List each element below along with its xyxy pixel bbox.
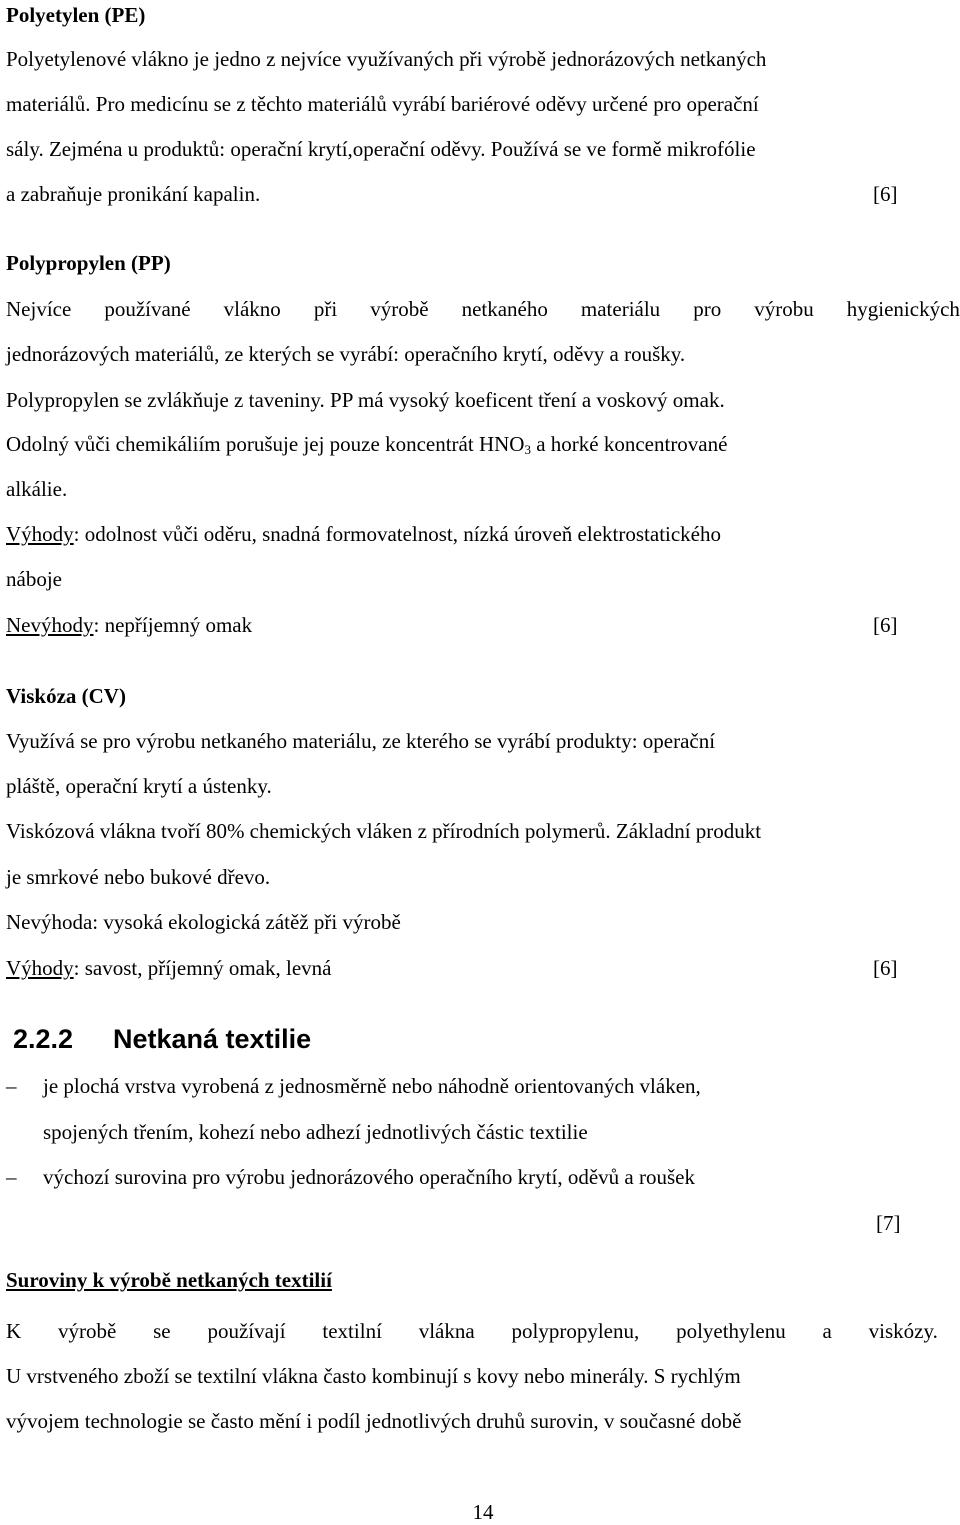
- list-dash: –: [6, 1074, 17, 1098]
- pe-line: materiálů. Pro medicínu se z těchto materiálů vyrábí bariérové oděvy určené pro operační: [6, 92, 759, 116]
- word: používají: [207, 1319, 286, 1343]
- word: hygienických: [846, 297, 960, 321]
- heading-polypropylen: Polypropylen (PP): [6, 251, 171, 275]
- pp-line4-after: a horké koncentrované: [530, 432, 728, 456]
- disadvantages-label: Nevýhody: [6, 613, 94, 637]
- page-number: 14: [472, 1500, 494, 1524]
- word: při: [313, 297, 338, 321]
- word: netkaného: [461, 297, 548, 321]
- word: vlákno: [223, 297, 281, 321]
- pp-advantages-cont: náboje: [6, 567, 62, 591]
- subscript-3: 3: [524, 442, 531, 457]
- word: pro: [693, 297, 722, 321]
- word: používané: [104, 297, 191, 321]
- cv-line: Využívá se pro výrobu netkaného materiálu, ze kterého se vyrábí produkty: operační: [6, 729, 716, 753]
- cv-line: pláště, operační krytí a ústenky.: [6, 774, 272, 798]
- pe-line: a zabraňuje pronikání kapalin.: [6, 182, 261, 206]
- word: polypropylenu,: [511, 1319, 640, 1343]
- pp-disadvantages: [6, 612, 252, 638]
- pp-advantages: [6, 521, 721, 547]
- section-title: Netkaná textilie: [113, 1024, 312, 1054]
- cv-line: Viskózová vlákna tvoří 80% chemických vláken z přírodních polymerů. Základní produkt: [6, 819, 762, 843]
- disadvantages-text: : nepříjemný omak: [93, 613, 253, 637]
- pp-line: alkálie.: [6, 477, 68, 501]
- section-heading-2-2-2: [13, 1022, 311, 1056]
- heading-polyetylen: Polyetylen (PE): [6, 3, 146, 27]
- word: a: [822, 1319, 832, 1343]
- pp-line: [6, 296, 960, 322]
- word: výrobě: [370, 297, 429, 321]
- cv-advantages: [6, 955, 331, 981]
- heading-viskoza: Viskóza (CV): [6, 684, 126, 708]
- advantages-label: Výhody: [6, 956, 74, 980]
- word: polyethylenu: [676, 1319, 786, 1343]
- pp-line-hno3: [6, 431, 727, 463]
- list-item-line: je plochá vrstva vyrobená z jednosměrně nebo náhodně orientovaných vláken,: [43, 1074, 701, 1098]
- word: viskózy.: [868, 1319, 938, 1343]
- pp-line: jednorázových materiálů, ze kterých se vyrábí: operačního krytí, oděvy a roušky.: [6, 342, 686, 366]
- pp-line: Polypropylen se zvlákňuje z taveniny. PP má vysoký koeficent tření a voskový omak.: [6, 388, 725, 412]
- word: K: [6, 1319, 22, 1343]
- advantages-label: Výhody: [6, 522, 74, 546]
- advantages-text: : savost, příjemný omak, levná: [73, 956, 332, 980]
- heading-suroviny: Suroviny k výrobě netkaných textilií: [6, 1268, 332, 1292]
- suroviny-line: [6, 1318, 938, 1344]
- citation-ref: [7]: [876, 1211, 901, 1235]
- cv-line: Nevýhoda: vysoká ekologická zátěž při výrobě: [6, 910, 401, 934]
- suroviny-line: U vrstveného zboží se textilní vlákna často kombinují s kovy nebo minerály. S rychlým: [6, 1364, 741, 1388]
- word: vlákna: [418, 1319, 475, 1343]
- word: výrobu: [754, 297, 814, 321]
- list-item-line: výchozí surovina pro výrobu jednorázového operačního krytí, oděvů a roušek: [43, 1165, 695, 1189]
- word: se: [153, 1319, 171, 1343]
- suroviny-line: vývojem technologie se často mění i podíl jednotlivých druhů surovin, v současné době: [6, 1409, 742, 1433]
- word: textilní: [322, 1319, 382, 1343]
- word: Nejvíce: [6, 297, 72, 321]
- list-item-line: spojených třením, kohezí nebo adhezí jednotlivých částic textilie: [43, 1120, 588, 1144]
- word: výrobě: [57, 1319, 117, 1343]
- citation-ref: [6]: [873, 182, 898, 206]
- pe-line: sály. Zejména u produktů: operační krytí,operační oděvy. Používá se ve formě mikrofólie: [6, 137, 756, 161]
- advantages-text: : odolnost vůči oděru, snadná formovatelnost, nízká úroveň elektrostatického: [73, 522, 722, 546]
- cv-line: je smrkové nebo bukové dřevo.: [6, 865, 271, 889]
- section-number: 2.2.2: [13, 1024, 74, 1054]
- word: materiálu: [580, 297, 661, 321]
- pe-line: Polyetylenové vlákno je jedno z nejvíce využívaných při výrobě jednorázových netkaných: [6, 47, 767, 71]
- citation-ref: [6]: [873, 613, 898, 637]
- list-dash: –: [6, 1165, 17, 1189]
- citation-ref: [6]: [873, 956, 898, 980]
- pp-line4-before: Odolný vůči chemikáliím porušuje jej pouze koncentrát HNO: [6, 432, 525, 456]
